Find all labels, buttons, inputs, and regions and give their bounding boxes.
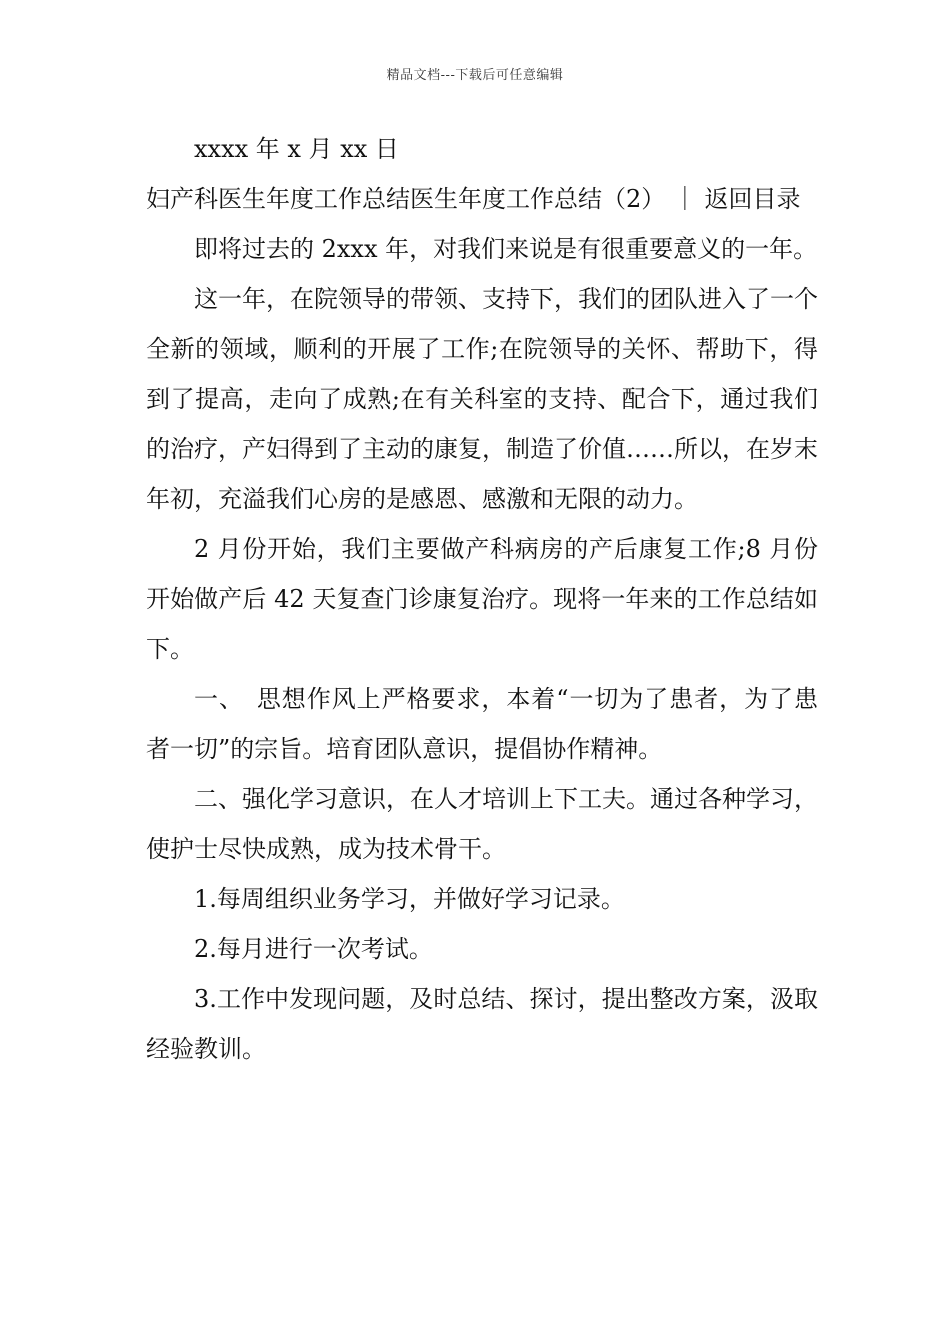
paragraph-work-start: 2 月份开始，我们主要做产科病房的产后康复工作;8 月份开始做产后 42 天复查门诊康复治疗。现将一年来的工作总结如下。 xyxy=(146,535,818,663)
document-heading: 妇产科医生年度工作总结医生年度工作总结（2） ｜ 返回目录 xyxy=(146,185,801,213)
document-body xyxy=(146,124,818,1074)
paragraph-year-review: 这一年，在院领导的带领、支持下，我们的团队进入了一个全新的领域，顺利的开展了工作;在院领导的关怀、帮助下，得到了提高，走向了成熟;在有关科室的支持、配合下，通过我们的治疗，产妇得到了主动的康复，制造了价值……所以，在岁末年初，充溢我们心房的是感恩、感激和无限的动力。 xyxy=(146,285,818,513)
list-item-2: 2.每月进行一次考试。 xyxy=(194,935,433,963)
paragraph-intro: 即将过去的 2xxx 年，对我们来说是有很重要意义的一年。 xyxy=(194,235,818,263)
list-item-1: 1.每周组织业务学习，并做好学习记录。 xyxy=(194,885,625,913)
paragraph-section-two: 二、强化学习意识，在人才培训上下工夫。通过各种学习，使护士尽快成熟，成为技术骨干。 xyxy=(146,785,818,863)
document-date: xxxx 年 x 月 xx 日 xyxy=(194,135,399,163)
paragraph-section-one: 一、 思想作风上严格要求，本着“一切为了患者，为了患者一切”的宗旨。培育团队意识，提倡协作精神。 xyxy=(146,685,818,763)
page-header: 精品文档---下载后可任意编辑 xyxy=(386,68,564,83)
list-item-3: 3.工作中发现问题，及时总结、探讨，提出整改方案，汲取经验教训。 xyxy=(146,985,818,1063)
